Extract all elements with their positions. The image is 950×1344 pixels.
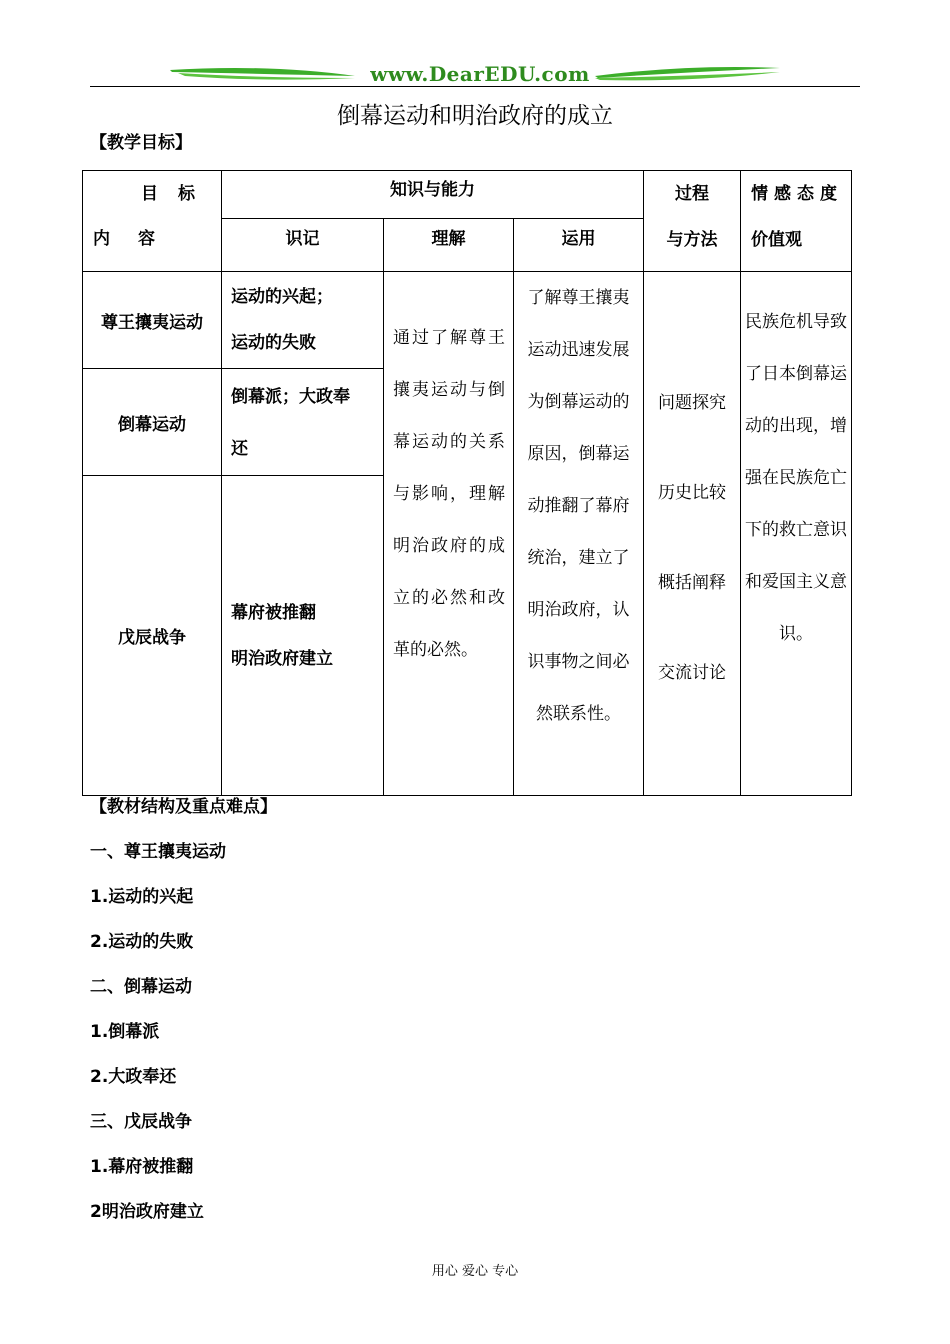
page-footer: 用心 爱心 专心 <box>431 1264 519 1279</box>
recall-line: 明治政府建立 <box>231 648 333 669</box>
process-header <box>644 171 741 272</box>
objectives-table <box>82 170 852 796</box>
understand-cell: 通过了解尊王攘夷运动与倒幕运动的关系与影响，理解明治政府的成立的必然和改革的必然。 <box>384 272 514 796</box>
recall-line: 还 <box>231 439 248 459</box>
process-header-line2: 与方法 <box>666 230 718 250</box>
method-item: 概括阐释 <box>658 573 727 593</box>
row-label-daomu: 倒幕运动 <box>83 369 222 476</box>
corner-header-cell <box>83 171 222 272</box>
outline-item: 1.幕府被推翻 <box>90 1157 194 1177</box>
recall-line: 运动的兴起； <box>231 287 333 307</box>
recall-line: 倒幕派；大政奉 <box>231 387 350 407</box>
section-heading-structure: 【教材结构及重点难点】 <box>90 797 277 817</box>
methods-cell <box>644 272 741 796</box>
method-item: 问题探究 <box>658 393 727 413</box>
understand-header: 理解 <box>384 219 514 272</box>
corner-top-label: 目标 <box>141 184 215 204</box>
outline-item: 1.倒幕派 <box>90 1022 160 1042</box>
corner-bottom-label: 内容 <box>93 229 183 249</box>
banner-site-name: www.DearEDU.com <box>370 62 590 86</box>
method-item: 交流讨论 <box>658 663 727 683</box>
outline-item: 一、尊王攘夷运动 <box>90 842 226 862</box>
recall-cell-zunwang <box>222 272 384 369</box>
apply-header: 运用 <box>514 219 644 272</box>
process-header-line1: 过程 <box>675 184 710 204</box>
page-title: 倒幕运动和明治政府的成立 <box>337 103 613 129</box>
apply-cell: 了解尊王攘夷运动迅速发展为倒幕运动的原因，倒幕运动推翻了幕府统治，建立了明治政府，认识事物之间必然联系性。 <box>514 272 644 796</box>
recall-header: 识记 <box>222 219 384 272</box>
recall-cell-wuchen <box>222 476 384 796</box>
header-rule <box>90 86 860 87</box>
recall-cell-daomu <box>222 369 384 476</box>
emotion-header-line2: 价值观 <box>751 230 803 250</box>
method-item: 历史比较 <box>658 483 727 503</box>
row-label-wuchen: 戊辰战争 <box>83 476 222 796</box>
outline-item: 2.大政奉还 <box>90 1067 177 1087</box>
outline-item: 2.运动的失败 <box>90 932 194 952</box>
recall-line: 幕府被推翻 <box>231 602 316 623</box>
emotion-header <box>741 171 852 272</box>
outline-item: 1.运动的兴起 <box>90 887 194 907</box>
outline-item: 三、戊辰战争 <box>90 1112 192 1132</box>
emotion-header-line1: 情感态度 <box>751 184 844 204</box>
outline-item: 二、倒幕运动 <box>90 977 192 997</box>
emotion-cell: 民族危机导致了日本倒幕运动的出现，增强在民族危亡下的救亡意识和爱国主义意识。 <box>741 272 852 796</box>
knowledge-header: 知识与能力 <box>222 171 644 219</box>
row-label-zunwang: 尊王攘夷运动 <box>83 272 222 369</box>
section-heading-objectives: 【教学目标】 <box>90 133 192 153</box>
recall-line: 运动的失败 <box>231 333 316 353</box>
outline-item: 2明治政府建立 <box>90 1202 204 1222</box>
